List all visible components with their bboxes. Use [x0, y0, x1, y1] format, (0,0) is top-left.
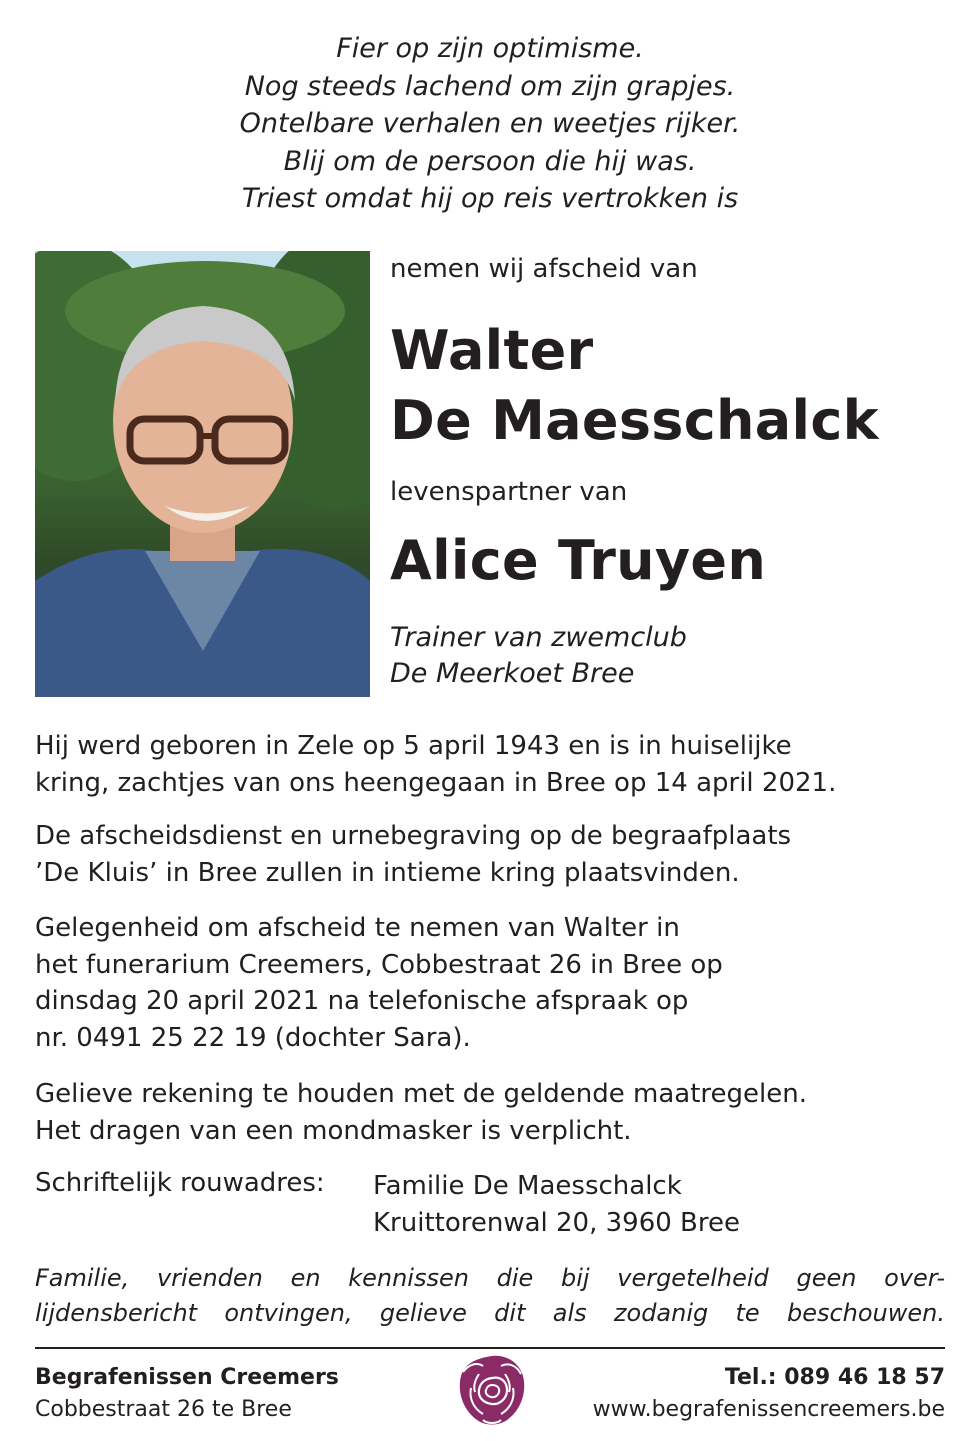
phone-number: Tel.: 089 46 18 57	[724, 1365, 945, 1390]
paragraph-line: het funerarium Creemers, Cobbestraat 26 in Bree op	[35, 949, 723, 980]
partner-name: Alice Truyen	[390, 529, 767, 592]
paragraph-visitation	[35, 910, 955, 1056]
paragraph-line: De afscheidsdienst en urnebegraving op de begraafplaats	[35, 821, 792, 851]
role-description	[390, 620, 687, 692]
paragraph-measures	[35, 1076, 955, 1149]
paragraph-line: Hij werd geboren in Zele op 5 april 1943 en is in huiselijke	[35, 731, 792, 761]
paragraph-line: Het dragen van een mondmasker is verplicht.	[35, 1115, 632, 1146]
paragraph-birth-death	[35, 728, 955, 801]
deceased-first-name: Walter	[390, 319, 594, 382]
poem-line: Fier op zijn optimisme.	[336, 33, 644, 64]
footer-company	[35, 1362, 339, 1426]
note-line: lijdensbericht ontvingen, gelieve dit als zodanig te beschouwen.	[35, 1299, 945, 1327]
poem-line: Nog steeds lachend om zijn grapjes.	[244, 70, 736, 102]
footer-divider	[35, 1347, 945, 1349]
paragraph-line: dinsdag 20 april 2021 na telefonische afspraak op	[35, 986, 689, 1016]
role-line: De Meerkoet Bree	[390, 658, 635, 689]
address-label: Schriftelijk rouwadres:	[35, 1168, 325, 1198]
mourning-address	[373, 1168, 740, 1242]
paragraph-line: kring, zachtjes van ons heengegaan in Bree op 14 april 2021.	[35, 767, 837, 798]
relation-text: levenspartner van	[390, 477, 628, 507]
address-line: Kruittorenwal 20, 3960 Bree	[373, 1208, 741, 1238]
paragraph-line: ’De Kluis’ in Bree zullen in intieme kring plaatsvinden.	[35, 857, 740, 888]
poem	[0, 30, 980, 218]
portrait-photo	[35, 251, 370, 697]
intro-text: nemen wij afscheid van	[390, 254, 698, 284]
footer-contact	[593, 1362, 945, 1426]
paragraph-ceremony	[35, 818, 955, 891]
deceased-last-name: De Maesschalck	[390, 389, 879, 452]
website-link[interactable]: www.begrafenissencreemers.be	[592, 1397, 945, 1422]
company-street: Cobbestraat 26 te Bree	[35, 1397, 292, 1422]
rose-icon	[455, 1352, 529, 1432]
paragraph-line: nr. 0491 25 22 19 (dochter Sara).	[35, 1022, 471, 1053]
paragraph-line: Gelieve rekening te houden met de geldende maatregelen.	[35, 1079, 807, 1109]
poem-line: Blij om de persoon die hij was.	[283, 145, 697, 177]
address-line: Familie De Maesschalck	[373, 1171, 682, 1201]
company-name: Begrafenissen Creemers	[35, 1365, 339, 1390]
poem-line: Ontelbare verhalen en weetjes rijker.	[239, 108, 741, 139]
paragraph-line: Gelegenheid om afscheid te nemen van Walter in	[35, 913, 680, 943]
role-line: Trainer van zwemclub	[390, 622, 687, 653]
poem-line: Triest omdat hij op reis vertrokken is	[241, 183, 739, 214]
closing-note	[35, 1261, 945, 1331]
note-line: Familie, vrienden en kennissen die bij vergetelheid geen over-	[35, 1264, 945, 1292]
